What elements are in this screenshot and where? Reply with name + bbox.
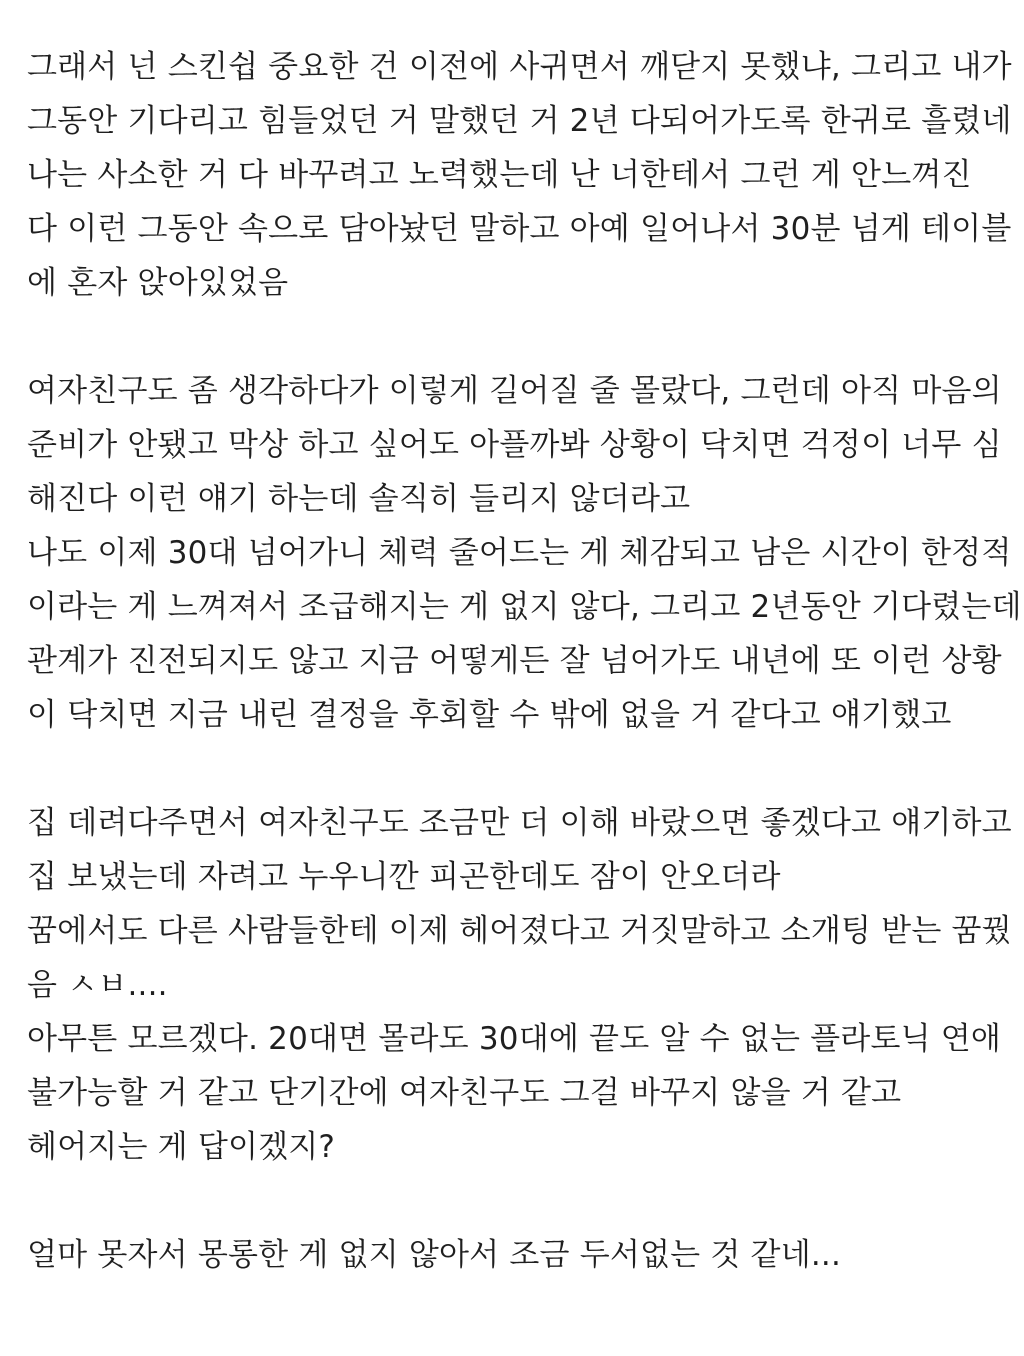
- text-line: 불가능할 거 같고 단기간에 여자친구도 그걸 바꾸지 않을 거 같고: [27, 1075, 902, 1111]
- paragraph-2: [27, 364, 1022, 742]
- text-line: 얼마 못자서 몽롱한 게 없지 않아서 조금 두서없는 것 같네...: [27, 1237, 842, 1273]
- text-line: 에 혼자 앉아있었음: [27, 265, 289, 301]
- text-line: 준비가 안됐고 막상 하고 싶어도 아플까봐 상황이 닥치면 걱정이 너무 심: [27, 427, 1002, 463]
- text-line: 관계가 진전되지도 않고 지금 어떻게든 잘 넘어가도 내년에 또 이런 상황: [27, 643, 1002, 679]
- text-line: 헤어지는 게 답이겠지?: [27, 1129, 336, 1165]
- text-line: 다 이런 그동안 속으로 담아놨던 말하고 아예 일어나서 30분 넘게 테이블: [27, 211, 1012, 247]
- text-line: 음 ㅅㅂ....: [27, 967, 168, 1003]
- text-line: 여자친구도 좀 생각하다가 이렇게 길어질 줄 몰랐다, 그런데 아직 마음의: [27, 373, 1002, 409]
- text-line: 이라는 게 느껴져서 조급해지는 게 없지 않다, 그리고 2년동안 기다렸는데: [27, 589, 1022, 625]
- text-line: 나도 이제 30대 넘어가니 체력 줄어드는 게 체감되고 남은 시간이 한정적: [27, 535, 1012, 571]
- text-line: 집 보냈는데 자려고 누우니깐 피곤한데도 잠이 안오더라: [27, 859, 781, 895]
- text-line: 이 닥치면 지금 내린 결정을 후회할 수 밖에 없을 거 같다고 얘기했고: [27, 697, 952, 733]
- text-line: 그래서 넌 스킨쉽 중요한 건 이전에 사귀면서 깨닫지 못했냐, 그리고 내가: [27, 49, 1012, 85]
- text-line: 나는 사소한 거 다 바꾸려고 노력했는데 난 너한테서 그런 게 안느껴진: [27, 157, 972, 193]
- text-line: 집 데려다주면서 여자친구도 조금만 더 이해 바랐으면 좋겠다고 얘기하고: [27, 805, 1012, 841]
- paragraph-gap: [27, 1174, 1007, 1228]
- text-line: 해진다 이런 얘기 하는데 솔직히 들리지 않더라고: [27, 481, 691, 517]
- text-line: 그동안 기다리고 힘들었던 거 말했던 거 2년 다되어가도록 한귀로 흘렸네: [27, 103, 1012, 139]
- text-line: 꿈에서도 다른 사람들한테 이제 헤어졌다고 거짓말하고 소개팅 받는 꿈꿨: [27, 913, 1012, 949]
- paragraph-4: [27, 1228, 1007, 1282]
- post-body: [27, 40, 1022, 1282]
- paragraph-gap: [27, 310, 1007, 364]
- text-line: 아무튼 모르겠다. 20대면 몰라도 30대에 끝도 알 수 없는 플라토닉 연애: [27, 1021, 1002, 1057]
- paragraph-gap: [27, 742, 1007, 796]
- paragraph-3: [27, 796, 1012, 1174]
- paragraph-1: [27, 40, 1012, 310]
